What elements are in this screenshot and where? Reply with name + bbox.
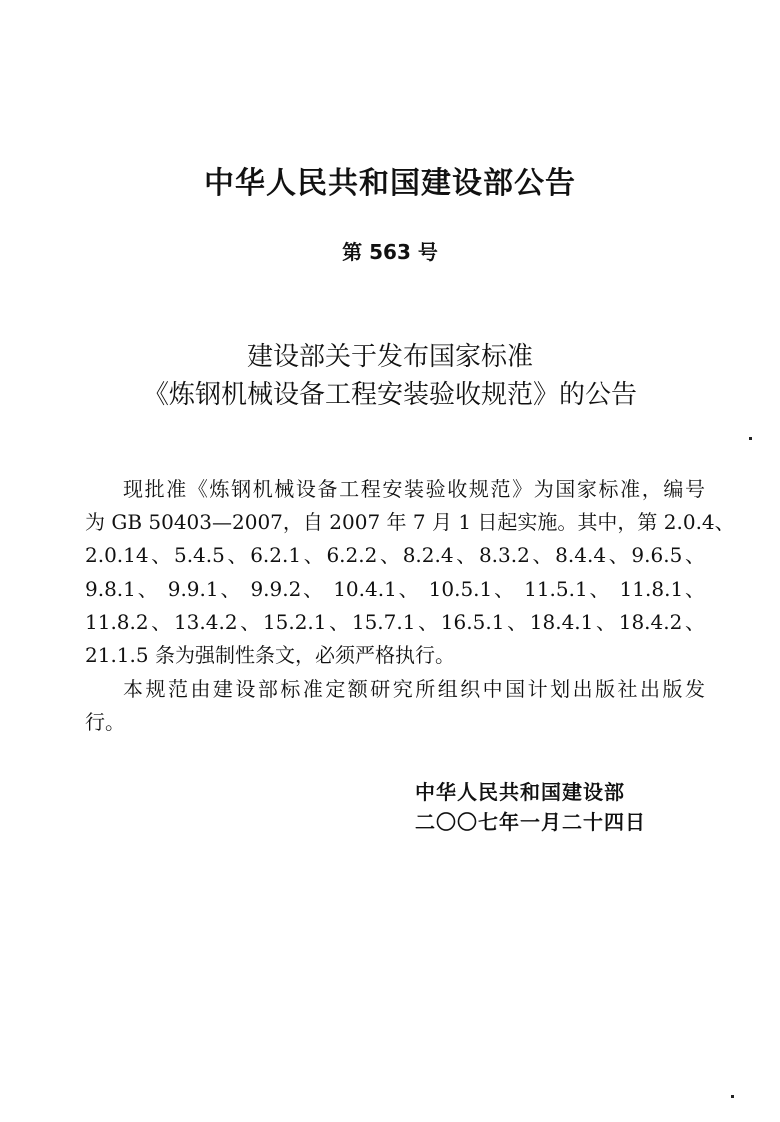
body-line: 现批准《炼钢机械设备工程安装验收规范》为国家标准，编号 <box>123 477 705 501</box>
body-line: 2.0.14、5.4.5、6.2.1、6.2.2、8.2.4、8.3.2、8.4.4、9.6.5、 <box>85 543 705 567</box>
subtitle-line-2: 《炼钢机械设备工程安装验收规范》的公告 <box>142 380 637 410</box>
announcement-number: 第 563 号 <box>342 240 438 264</box>
body-line: 21.1.5 条为强制性条文，必须严格执行。 <box>85 643 455 667</box>
body-line: 11.8.2、13.4.2、15.2.1、15.7.1、16.5.1、18.4.1、18.4.2、 <box>85 610 705 634</box>
signature-issuer: 中华人民共和国建设部 <box>415 780 625 804</box>
body-line: 本规范由建设部标准定额研究所组织中国计划出版社出版发 <box>123 677 705 701</box>
scan-speck <box>749 437 752 440</box>
scan-speck <box>731 1095 734 1098</box>
subtitle-line-1: 建设部关于发布国家标准 <box>246 342 533 372</box>
signature-date: 二〇〇七年一月二十四日 <box>415 810 646 834</box>
body-line: 行。 <box>85 710 125 734</box>
page-title: 中华人民共和国建设部公告 <box>204 166 576 201</box>
body-line: 9.8.1、 9.9.1、 9.9.2、 10.4.1、 10.5.1、 11.5.1、 11.8.1、 <box>85 577 705 601</box>
body-line: 为 GB 50403—2007，自 2007 年 7 月 1 日起实施。其中，第 2.0.4、 <box>85 510 735 534</box>
